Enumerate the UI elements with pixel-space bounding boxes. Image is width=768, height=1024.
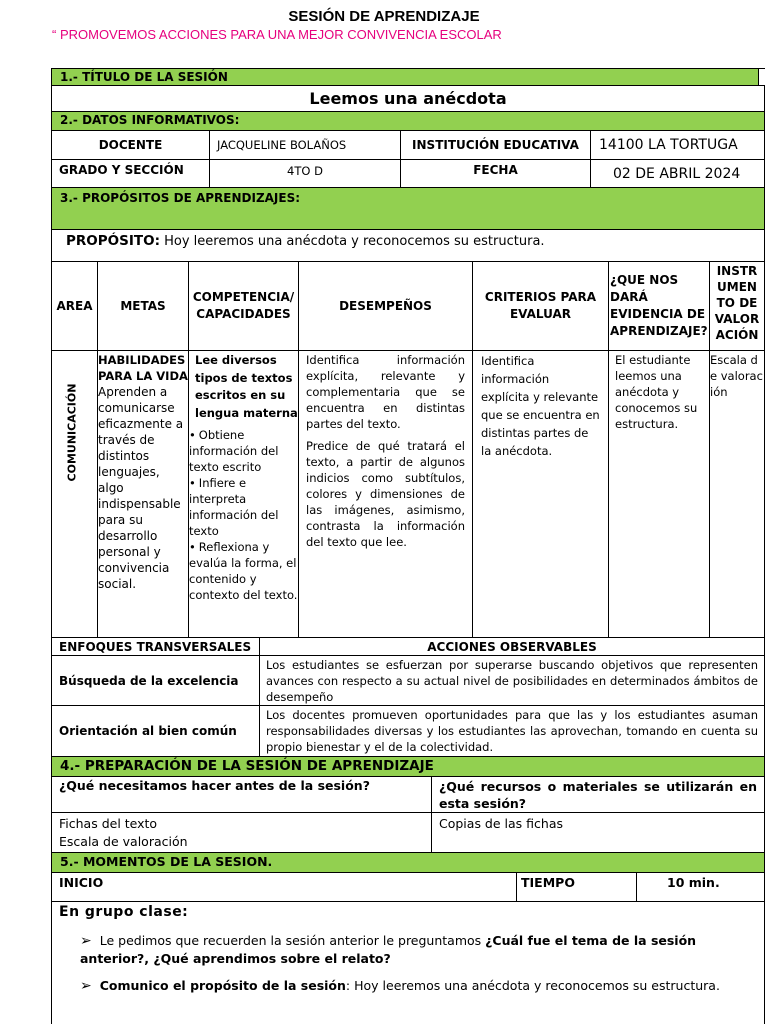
institucion-label: INSTITUCIÓN EDUCATIVA bbox=[400, 130, 591, 160]
preparacion-item: Escala de valoración bbox=[59, 834, 188, 849]
item-2-label: Comunico el propósito de la sesión bbox=[99, 978, 346, 993]
col-criterios-header: CRITERIOS PARA EVALUAR bbox=[472, 261, 609, 351]
session-title: Leemos una anécdota bbox=[309, 89, 507, 108]
instrumento-cell bbox=[709, 350, 765, 638]
preparacion-question: ¿Qué necesitamos hacer antes de la sesión? bbox=[51, 776, 432, 813]
session-title-cell bbox=[51, 85, 765, 112]
proposito-row bbox=[51, 229, 765, 262]
page-subtitle: “ PROMOVEMOS ACCIONES PARA UNA MEJOR CONVIVENCIA ESCOLAR bbox=[52, 27, 502, 42]
recursos-answer: Copias de las fichas bbox=[431, 812, 765, 853]
acciones-header: ACCIONES OBSERVABLES bbox=[259, 637, 765, 656]
enfoques-header: ENFOQUES TRANSVERSALES bbox=[51, 637, 260, 656]
desempeno-1: Identifica información explícita, relevante y complementaria que se encuentra en distintas partes del texto. bbox=[306, 353, 465, 431]
list-item: • Reflexiona y evalúa la forma, el contenido y contexto del texto. bbox=[189, 539, 298, 603]
enfoque-name: Orientación al bien común bbox=[51, 705, 260, 757]
tiempo-label: TIEMPO bbox=[516, 872, 637, 902]
criterio-cell bbox=[472, 350, 609, 638]
proposito-text: Hoy leeremos una anécdota y reconocemos su estructura. bbox=[159, 234, 545, 249]
col-instrumento-header: INSTR UMEN TO DE VALOR ACIÓN bbox=[709, 261, 765, 351]
tiempo-value: 10 min. bbox=[636, 872, 765, 902]
metas-text: Aprenden a comunicarse eficazmente a través de distintos lenguajes, algo indispensable para su desarrollo personal y convivencia social. bbox=[98, 385, 184, 591]
item-1-question: ¿Cuál fue el tema de la sesión anterior?, ¿Qué aprendimos sobre el relato? bbox=[80, 933, 697, 966]
enfoque-text: Los estudiantes se esfuerzan por superarse buscando objetivos que representen avances con respecto a su actual nivel de posibilidades en determinados ámbitos de desempeño bbox=[259, 655, 765, 706]
preparacion-item: Fichas del texto bbox=[59, 816, 158, 831]
section-3-label: 3.- PROPÓSITOS DE APRENDIZAJES: bbox=[60, 191, 301, 205]
grado-label: GRADO Y SECCIÓN bbox=[51, 159, 210, 188]
fecha-label: FECHA bbox=[400, 159, 591, 188]
inicio-content bbox=[51, 901, 765, 1024]
desempeno-2: Predice de qué tratará el texto, a partir de algunos indicios como subtítulos, colores y dimensiones de las imágenes, asimismo, contrasta la información del texto que lee. bbox=[306, 439, 465, 549]
list-item: • Obtiene información del texto escrito bbox=[189, 427, 298, 475]
section-1-label: 1.- TÍTULO DE LA SESIÓN bbox=[60, 70, 228, 84]
competencia-cell bbox=[188, 350, 299, 638]
criterio-text: Identifica información explícita y relevante que se encuentra en distintas partes de la anécdota. bbox=[481, 354, 600, 458]
desempenos-cell bbox=[298, 350, 473, 638]
section-4-header bbox=[51, 756, 765, 777]
area-cell bbox=[51, 350, 98, 638]
arrow-bullet-icon: ➢ bbox=[80, 978, 92, 994]
evidencia-text: El estudiante leemos una anécdota y conocemos su estructura. bbox=[615, 353, 698, 431]
item-1-text: Le pedimos que recuerden la sesión anterior le preguntamos bbox=[99, 933, 486, 948]
instrumento-text: Escala de valoración bbox=[710, 353, 763, 399]
grado-value: 4TO D bbox=[209, 159, 401, 188]
area-label: COMUNICACIÓN bbox=[65, 383, 79, 482]
metas-cell bbox=[97, 350, 189, 638]
col-evidencia-header: ¿QUE NOS DARÁ EVIDENCIA DE APRENDIZAJE? bbox=[608, 261, 710, 351]
col-area-header: AREA bbox=[51, 261, 98, 351]
institucion-value: 14100 LA TORTUGA bbox=[590, 130, 765, 160]
docente-value: JACQUELINE BOLAÑOS bbox=[209, 130, 401, 160]
col-desempenos-header: DESEMPEÑOS bbox=[298, 261, 473, 351]
section-2-header bbox=[51, 111, 765, 131]
section-5-label: 5.- MOMENTOS DE LA SESION. bbox=[60, 854, 273, 869]
evidencia-cell bbox=[608, 350, 710, 638]
section-2-label: 2.- DATOS INFORMATIVOS: bbox=[60, 113, 240, 127]
col-metas-header: METAS bbox=[97, 261, 189, 351]
col-competencia-header: COMPETENCIA/ CAPACIDADES bbox=[188, 261, 299, 351]
section-4-label: 4.- PREPARACIÓN DE LA SESIÓN DE APRENDIZAJE bbox=[60, 758, 434, 774]
list-item bbox=[80, 977, 760, 995]
arrow-bullet-icon: ➢ bbox=[80, 933, 92, 949]
list-item: • Infiere e interpreta información del texto bbox=[189, 475, 298, 539]
proposito-label: PROPÓSITO: bbox=[66, 233, 160, 249]
recursos-question: ¿Qué recursos o materiales se utilizarán en esta sesión? bbox=[431, 776, 765, 813]
capacidades-list bbox=[189, 427, 298, 603]
section-5-header bbox=[51, 852, 765, 873]
inicio-label: INICIO bbox=[51, 872, 517, 902]
section-3-header bbox=[51, 187, 765, 230]
enfoque-text: Los docentes promueven oportunidades para que las y los estudiantes asuman responsabilidades diversas y los estudiantes las aprovechan, tomando en cuenta su propio bienestar y el de la colectividad. bbox=[259, 705, 765, 757]
preparacion-answer bbox=[51, 812, 432, 853]
docente-label: DOCENTE bbox=[51, 130, 210, 160]
fecha-value: 02 DE ABRIL 2024 bbox=[590, 159, 765, 188]
list-item bbox=[80, 932, 760, 968]
competencia-title: Lee diversos tipos de textos escritos en su lengua materna bbox=[195, 353, 298, 420]
item-2-text: : Hoy leeremos una anécdota y reconocemos su estructura. bbox=[345, 978, 720, 993]
enfoque-name: Búsqueda de la excelencia bbox=[51, 655, 260, 706]
page-title: SESIÓN DE APRENDIZAJE bbox=[288, 8, 480, 25]
grupo-clase-label: En grupo clase: bbox=[59, 904, 189, 920]
section-1-header bbox=[51, 68, 765, 86]
metas-title: HABILIDADES PARA LA VIDA bbox=[98, 353, 188, 383]
